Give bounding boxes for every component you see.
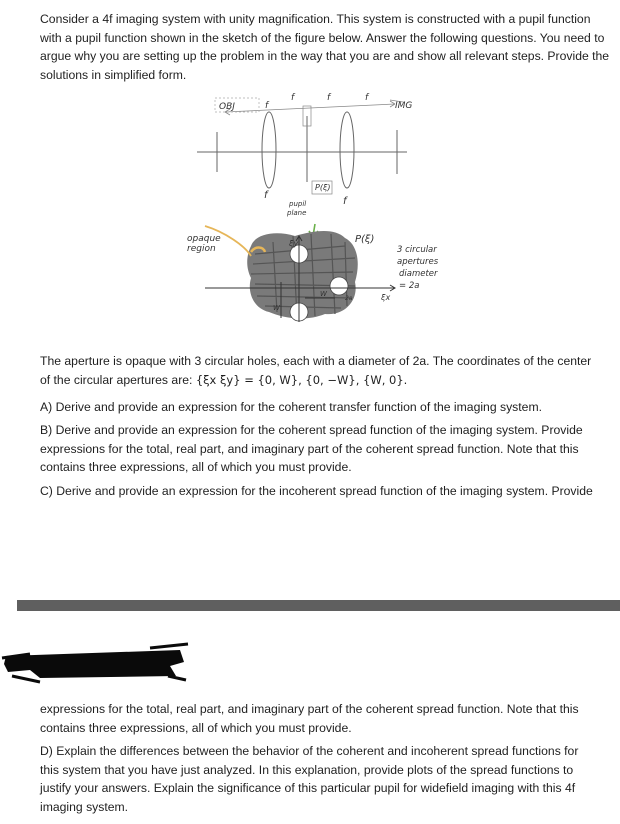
- two-a-label: 2a: [345, 295, 353, 302]
- pupil-func-small-label: P(ξ): [315, 183, 331, 192]
- question-c: C) Derive and provide an expression for the incoherent spread function of the imaging system. Provide: [40, 484, 593, 498]
- apertures-label-4: = 2a: [399, 281, 420, 291]
- apertures-label-3: diameter: [399, 269, 438, 279]
- 4f-system-sketch: [185, 86, 485, 326]
- aperture-coordinates: {ξx ξy} = {0, W}, {0, −W}, {W, 0}.: [195, 372, 408, 387]
- w-label-horizontal: W: [320, 290, 327, 298]
- xi-x-label: ξx: [381, 293, 391, 302]
- lens-1-f-label: f: [264, 190, 268, 201]
- obj-label: OBJ: [219, 102, 235, 112]
- f-label-1: f: [265, 101, 269, 111]
- w-label-vertical: W: [273, 304, 280, 312]
- question-b: B) Derive and provide an expression for the coherent spread function of the imaging system. Provide expressions for the total, real part, and imaginary part of the coherent spread function. Note that this contains three expressions, all of which you must provide.: [40, 423, 583, 474]
- problem-intro: Consider a 4f imaging system with unity magnification. This system is constructed with a pupil function with a pupil function shown in the sketch of the figure below. Answer the following questions. You need to argue why you are setting up the problem in the way that you are and show all relevant steps. Provide the solutions in simplified form.: [40, 12, 610, 82]
- aperture-right: [330, 277, 348, 295]
- lens-2-f-label: f: [343, 196, 347, 207]
- img-label: IMG: [395, 101, 413, 111]
- page-divider: [17, 600, 620, 611]
- apertures-label-2: apertures: [397, 257, 439, 267]
- lens-2: [340, 112, 354, 188]
- pupil-plane-label-2: plane: [287, 209, 307, 217]
- f-label-3: f: [327, 93, 331, 103]
- xi-y-label: ξy: [289, 239, 299, 248]
- continuation-text: expressions for the total, real part, and imaginary part of the coherent spread function. Note that this contains three expressions, all of which you must provide.: [40, 702, 579, 735]
- pupil-plane-label-1: pupil: [289, 200, 307, 208]
- aperture-description-text: The aperture is opaque with 3 circular holes, each with a diameter of 2a. The coordinates of the center of the circular apertures are:: [40, 354, 592, 387]
- f-label-2: f: [291, 93, 295, 103]
- f-label-4: f: [365, 93, 369, 103]
- opaque-label-1: opaque: [187, 234, 221, 244]
- aperture-description: [40, 352, 600, 389]
- pupil-function-label: P(ξ): [355, 234, 375, 245]
- apertures-label-1: 3 circular: [397, 245, 437, 255]
- redaction-scribble: [0, 636, 190, 684]
- question-d: D) Explain the differences between the behavior of the coherent and incoherent spread functions for this system that you have just analyzed. In this explanation, provide plots of the spread functions to justify your answers. Explain the significance of this particular pupil for widefield imaging with this 4f imaging system.: [40, 744, 579, 814]
- optical-axis: [197, 130, 407, 174]
- opaque-label-2: region: [187, 244, 216, 254]
- focal-length-arrows: [225, 100, 403, 115]
- question-a: A) Derive and provide an expression for the coherent transfer function of the imaging system.: [40, 400, 542, 414]
- lens-1: [262, 112, 276, 188]
